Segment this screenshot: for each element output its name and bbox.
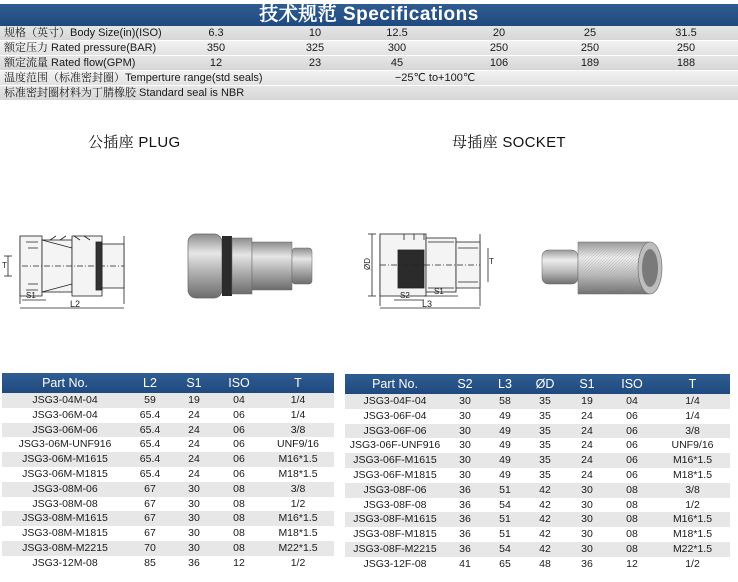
- spec-row-flow: [0, 56, 738, 71]
- table-cell: 30: [565, 512, 609, 527]
- socket-dim-s1: S1: [434, 287, 444, 296]
- table-cell: 24: [565, 409, 609, 424]
- table-cell: 49: [485, 409, 525, 424]
- part-number-cell: JSG3-06M-04: [2, 408, 128, 423]
- part-number-cell: JSG3-06F-04: [345, 409, 445, 424]
- table-cell: 30: [565, 483, 609, 498]
- table-cell: 35: [525, 409, 565, 424]
- table-cell: 36: [445, 527, 485, 542]
- table-cell: 1/4: [655, 394, 730, 409]
- part-number-cell: JSG3-08F-M1615: [345, 512, 445, 527]
- table-cell: 30: [445, 424, 485, 439]
- spec-value: 106: [489, 57, 509, 69]
- part-number-cell: JSG3-12M-08: [2, 556, 128, 571]
- spec-value: 250: [489, 42, 509, 54]
- column-header: S1: [172, 373, 216, 393]
- table-header-row: [2, 373, 334, 393]
- table-cell: 06: [216, 452, 262, 467]
- plug-dim-l2: L2: [70, 299, 81, 309]
- table-row: [2, 556, 334, 571]
- table-row: [2, 526, 334, 541]
- table-cell: 08: [609, 512, 655, 527]
- spec-row-pressure: [0, 41, 738, 56]
- table-cell: 24: [172, 408, 216, 423]
- table-header-row: [345, 374, 730, 394]
- spec-value: 350: [206, 42, 226, 54]
- plug-title: 公插座 PLUG: [88, 134, 181, 151]
- plug-dim-t: T: [2, 261, 7, 270]
- specifications-title: 技术规范 Specifications: [0, 4, 738, 26]
- spec-value: 20: [492, 27, 506, 39]
- socket-dim-s2: S2: [400, 291, 410, 300]
- table-cell: 06: [216, 467, 262, 482]
- table-cell: 36: [445, 512, 485, 527]
- part-number-cell: JSG3-04F-04: [345, 394, 445, 409]
- table-row: [345, 438, 730, 453]
- spec-value: 10: [308, 27, 322, 39]
- spec-value: 250: [676, 42, 696, 54]
- table-cell: 30: [172, 497, 216, 512]
- spec-value: 23: [308, 57, 322, 69]
- part-number-cell: JSG3-08F-M2215: [345, 542, 445, 557]
- table-cell: 30: [172, 482, 216, 497]
- spec-value: −25℃ to+100℃: [394, 72, 476, 84]
- table-cell: 41: [445, 557, 485, 572]
- table-cell: 06: [216, 423, 262, 438]
- table-cell: 65.4: [128, 452, 172, 467]
- column-header: S1: [565, 374, 609, 394]
- table-cell: 67: [128, 511, 172, 526]
- table-cell: 35: [525, 453, 565, 468]
- table-cell: 06: [216, 408, 262, 423]
- column-header: ØD: [525, 374, 565, 394]
- table-cell: UNF9/16: [262, 437, 334, 452]
- table-cell: M18*1.5: [262, 526, 334, 541]
- column-header: T: [655, 374, 730, 394]
- column-header: T: [262, 373, 334, 393]
- column-header: ISO: [216, 373, 262, 393]
- table-cell: 08: [216, 511, 262, 526]
- table-cell: 3/8: [655, 483, 730, 498]
- part-number-cell: JSG3-08F-M1815: [345, 527, 445, 542]
- spec-label: 规格（英寸）Body Size(in)(ISO): [4, 27, 162, 39]
- table-cell: 36: [445, 542, 485, 557]
- table-cell: 51: [485, 527, 525, 542]
- table-cell: 1/2: [262, 497, 334, 512]
- table-cell: 65.4: [128, 467, 172, 482]
- table-cell: M18*1.5: [655, 468, 730, 483]
- part-number-cell: JSG3-08M-M2215: [2, 541, 128, 556]
- table-row: [2, 541, 334, 556]
- table-cell: M22*1.5: [655, 542, 730, 557]
- table-cell: 67: [128, 482, 172, 497]
- table-cell: 30: [172, 541, 216, 556]
- table-cell: 36: [172, 556, 216, 571]
- table-row: [345, 557, 730, 572]
- table-cell: 49: [485, 453, 525, 468]
- table-cell: 08: [216, 541, 262, 556]
- plug-technical-drawing: [0, 222, 140, 314]
- spec-value: 250: [580, 42, 600, 54]
- table-cell: 35: [525, 438, 565, 453]
- table-cell: 24: [565, 424, 609, 439]
- table-cell: 35: [525, 468, 565, 483]
- table-row: [345, 483, 730, 498]
- table-cell: 54: [485, 498, 525, 513]
- spec-row-body-size: [0, 26, 738, 41]
- column-header: Part No.: [2, 373, 128, 393]
- part-number-cell: JSG3-08M-M1615: [2, 511, 128, 526]
- spec-value: 189: [580, 57, 600, 69]
- table-row: [345, 394, 730, 409]
- table-row: [2, 467, 334, 482]
- table-cell: M16*1.5: [655, 512, 730, 527]
- spec-row-seal: [0, 86, 738, 101]
- table-cell: 48: [525, 557, 565, 572]
- part-number-cell: JSG3-06M-UNF916: [2, 437, 128, 452]
- table-row: [345, 498, 730, 513]
- table-row: [2, 408, 334, 423]
- table-row: [345, 409, 730, 424]
- socket-dimension-table: [345, 374, 730, 572]
- part-number-cell: JSG3-06M-M1815: [2, 467, 128, 482]
- table-cell: 06: [609, 453, 655, 468]
- table-cell: 42: [525, 498, 565, 513]
- table-cell: 1/2: [262, 556, 334, 571]
- spec-value: 12: [209, 57, 223, 69]
- table-cell: 59: [128, 393, 172, 408]
- table-row: [2, 452, 334, 467]
- table-cell: 30: [445, 394, 485, 409]
- table-cell: 12: [216, 556, 262, 571]
- table-cell: 65.4: [128, 408, 172, 423]
- table-cell: 3/8: [262, 482, 334, 497]
- table-cell: 36: [445, 498, 485, 513]
- spec-value: 325: [305, 42, 325, 54]
- table-cell: 04: [216, 393, 262, 408]
- socket-dim-d: ØD: [363, 258, 372, 270]
- part-number-cell: JSG3-06F-UNF916: [345, 438, 445, 453]
- table-cell: 51: [485, 512, 525, 527]
- part-number-cell: JSG3-08F-08: [345, 498, 445, 513]
- socket-title: 母插座 SOCKET: [452, 134, 566, 151]
- table-cell: 54: [485, 542, 525, 557]
- table-cell: 08: [216, 526, 262, 541]
- table-cell: M18*1.5: [655, 527, 730, 542]
- spec-value: 45: [390, 57, 404, 69]
- table-cell: 70: [128, 541, 172, 556]
- table-row: [2, 511, 334, 526]
- spec-value: 25: [583, 27, 597, 39]
- spec-value: 188: [676, 57, 696, 69]
- spec-label: 额定压力 Rated pressure(BAR): [4, 42, 157, 54]
- table-cell: 1/4: [262, 393, 334, 408]
- plug-dimension-table: [2, 373, 334, 571]
- specifications-table: [0, 26, 738, 101]
- table-cell: 85: [128, 556, 172, 571]
- table-cell: 58: [485, 394, 525, 409]
- table-cell: 1/2: [655, 498, 730, 513]
- socket-dim-t: T: [489, 257, 494, 266]
- spec-value: 31.5: [675, 27, 697, 39]
- table-cell: 24: [172, 467, 216, 482]
- table-row: [2, 437, 334, 452]
- table-cell: 24: [565, 468, 609, 483]
- part-number-cell: JSG3-06F-M1815: [345, 468, 445, 483]
- table-cell: 42: [525, 512, 565, 527]
- table-cell: 42: [525, 542, 565, 557]
- table-cell: 08: [609, 527, 655, 542]
- part-number-cell: JSG3-08F-06: [345, 483, 445, 498]
- table-cell: 36: [565, 557, 609, 572]
- table-cell: 08: [609, 542, 655, 557]
- table-cell: M16*1.5: [655, 453, 730, 468]
- column-header: L2: [128, 373, 172, 393]
- table-cell: 06: [609, 468, 655, 483]
- table-cell: 36: [445, 483, 485, 498]
- table-cell: UNF9/16: [655, 438, 730, 453]
- table-cell: 06: [609, 409, 655, 424]
- table-cell: 30: [565, 527, 609, 542]
- table-row: [345, 512, 730, 527]
- table-cell: M22*1.5: [262, 541, 334, 556]
- table-cell: 30: [445, 453, 485, 468]
- spec-label: 温度范围（标准密封圈）Temperture range(std seals): [4, 72, 263, 84]
- column-header: L3: [485, 374, 525, 394]
- table-cell: 49: [485, 468, 525, 483]
- part-number-cell: JSG3-06F-M1615: [345, 453, 445, 468]
- table-cell: 19: [172, 393, 216, 408]
- table-cell: 1/4: [262, 408, 334, 423]
- table-row: [2, 393, 334, 408]
- table-cell: 06: [609, 438, 655, 453]
- part-number-cell: JSG3-08M-M1815: [2, 526, 128, 541]
- table-cell: 24: [565, 453, 609, 468]
- table-cell: 30: [172, 526, 216, 541]
- table-cell: M16*1.5: [262, 511, 334, 526]
- table-cell: 24: [172, 437, 216, 452]
- table-cell: 65.4: [128, 437, 172, 452]
- table-cell: 3/8: [262, 423, 334, 438]
- part-number-cell: JSG3-06M-06: [2, 423, 128, 438]
- column-header: Part No.: [345, 374, 445, 394]
- table-cell: 30: [445, 468, 485, 483]
- table-cell: 12: [609, 557, 655, 572]
- table-cell: 65.4: [128, 423, 172, 438]
- table-cell: 30: [445, 438, 485, 453]
- socket-dim-l3: L3: [422, 299, 433, 309]
- table-cell: 35: [525, 424, 565, 439]
- table-cell: 30: [565, 498, 609, 513]
- table-cell: 3/8: [655, 424, 730, 439]
- table-cell: 49: [485, 438, 525, 453]
- spec-row-temperature: [0, 71, 738, 86]
- spec-value: 12.5: [386, 27, 408, 39]
- table-cell: 06: [609, 424, 655, 439]
- table-cell: M18*1.5: [262, 467, 334, 482]
- table-cell: 67: [128, 526, 172, 541]
- table-cell: 08: [216, 497, 262, 512]
- table-cell: 30: [565, 542, 609, 557]
- table-cell: 42: [525, 527, 565, 542]
- table-cell: 24: [565, 438, 609, 453]
- table-cell: 19: [565, 394, 609, 409]
- table-cell: 30: [172, 511, 216, 526]
- table-row: [345, 542, 730, 557]
- table-row: [2, 423, 334, 438]
- plug-product-photo: [180, 228, 320, 304]
- table-cell: 1/4: [655, 409, 730, 424]
- socket-product-photo: [538, 236, 668, 298]
- table-cell: 24: [172, 423, 216, 438]
- column-header: ISO: [609, 374, 655, 394]
- table-row: [2, 482, 334, 497]
- spec-label: 额定流量 Rated flow(GPM): [4, 57, 136, 69]
- spec-value: 6.3: [208, 27, 224, 39]
- table-cell: 08: [216, 482, 262, 497]
- table-cell: 08: [609, 498, 655, 513]
- table-cell: 24: [172, 452, 216, 467]
- part-number-cell: JSG3-12F-08: [345, 557, 445, 572]
- table-cell: 67: [128, 497, 172, 512]
- part-number-cell: JSG3-08M-08: [2, 497, 128, 512]
- table-cell: 04: [609, 394, 655, 409]
- part-number-cell: JSG3-06F-06: [345, 424, 445, 439]
- table-row: [345, 468, 730, 483]
- spec-value: 300: [387, 42, 407, 54]
- table-cell: 30: [445, 409, 485, 424]
- plug-dim-s1: S1: [26, 291, 36, 300]
- table-cell: 08: [609, 483, 655, 498]
- part-number-cell: JSG3-04M-04: [2, 393, 128, 408]
- table-row: [345, 424, 730, 439]
- table-row: [345, 453, 730, 468]
- table-row: [345, 527, 730, 542]
- table-cell: 35: [525, 394, 565, 409]
- table-cell: 65: [485, 557, 525, 572]
- table-cell: 06: [216, 437, 262, 452]
- table-cell: M16*1.5: [262, 452, 334, 467]
- table-cell: 1/2: [655, 557, 730, 572]
- part-number-cell: JSG3-06M-M1615: [2, 452, 128, 467]
- table-row: [2, 497, 334, 512]
- part-number-cell: JSG3-08M-06: [2, 482, 128, 497]
- table-cell: 42: [525, 483, 565, 498]
- table-cell: 51: [485, 483, 525, 498]
- socket-technical-drawing: [358, 222, 498, 314]
- spec-label: 标准密封圈材料为丁腈橡胶 Standard seal is NBR: [4, 87, 245, 99]
- column-header: S2: [445, 374, 485, 394]
- table-cell: 49: [485, 424, 525, 439]
